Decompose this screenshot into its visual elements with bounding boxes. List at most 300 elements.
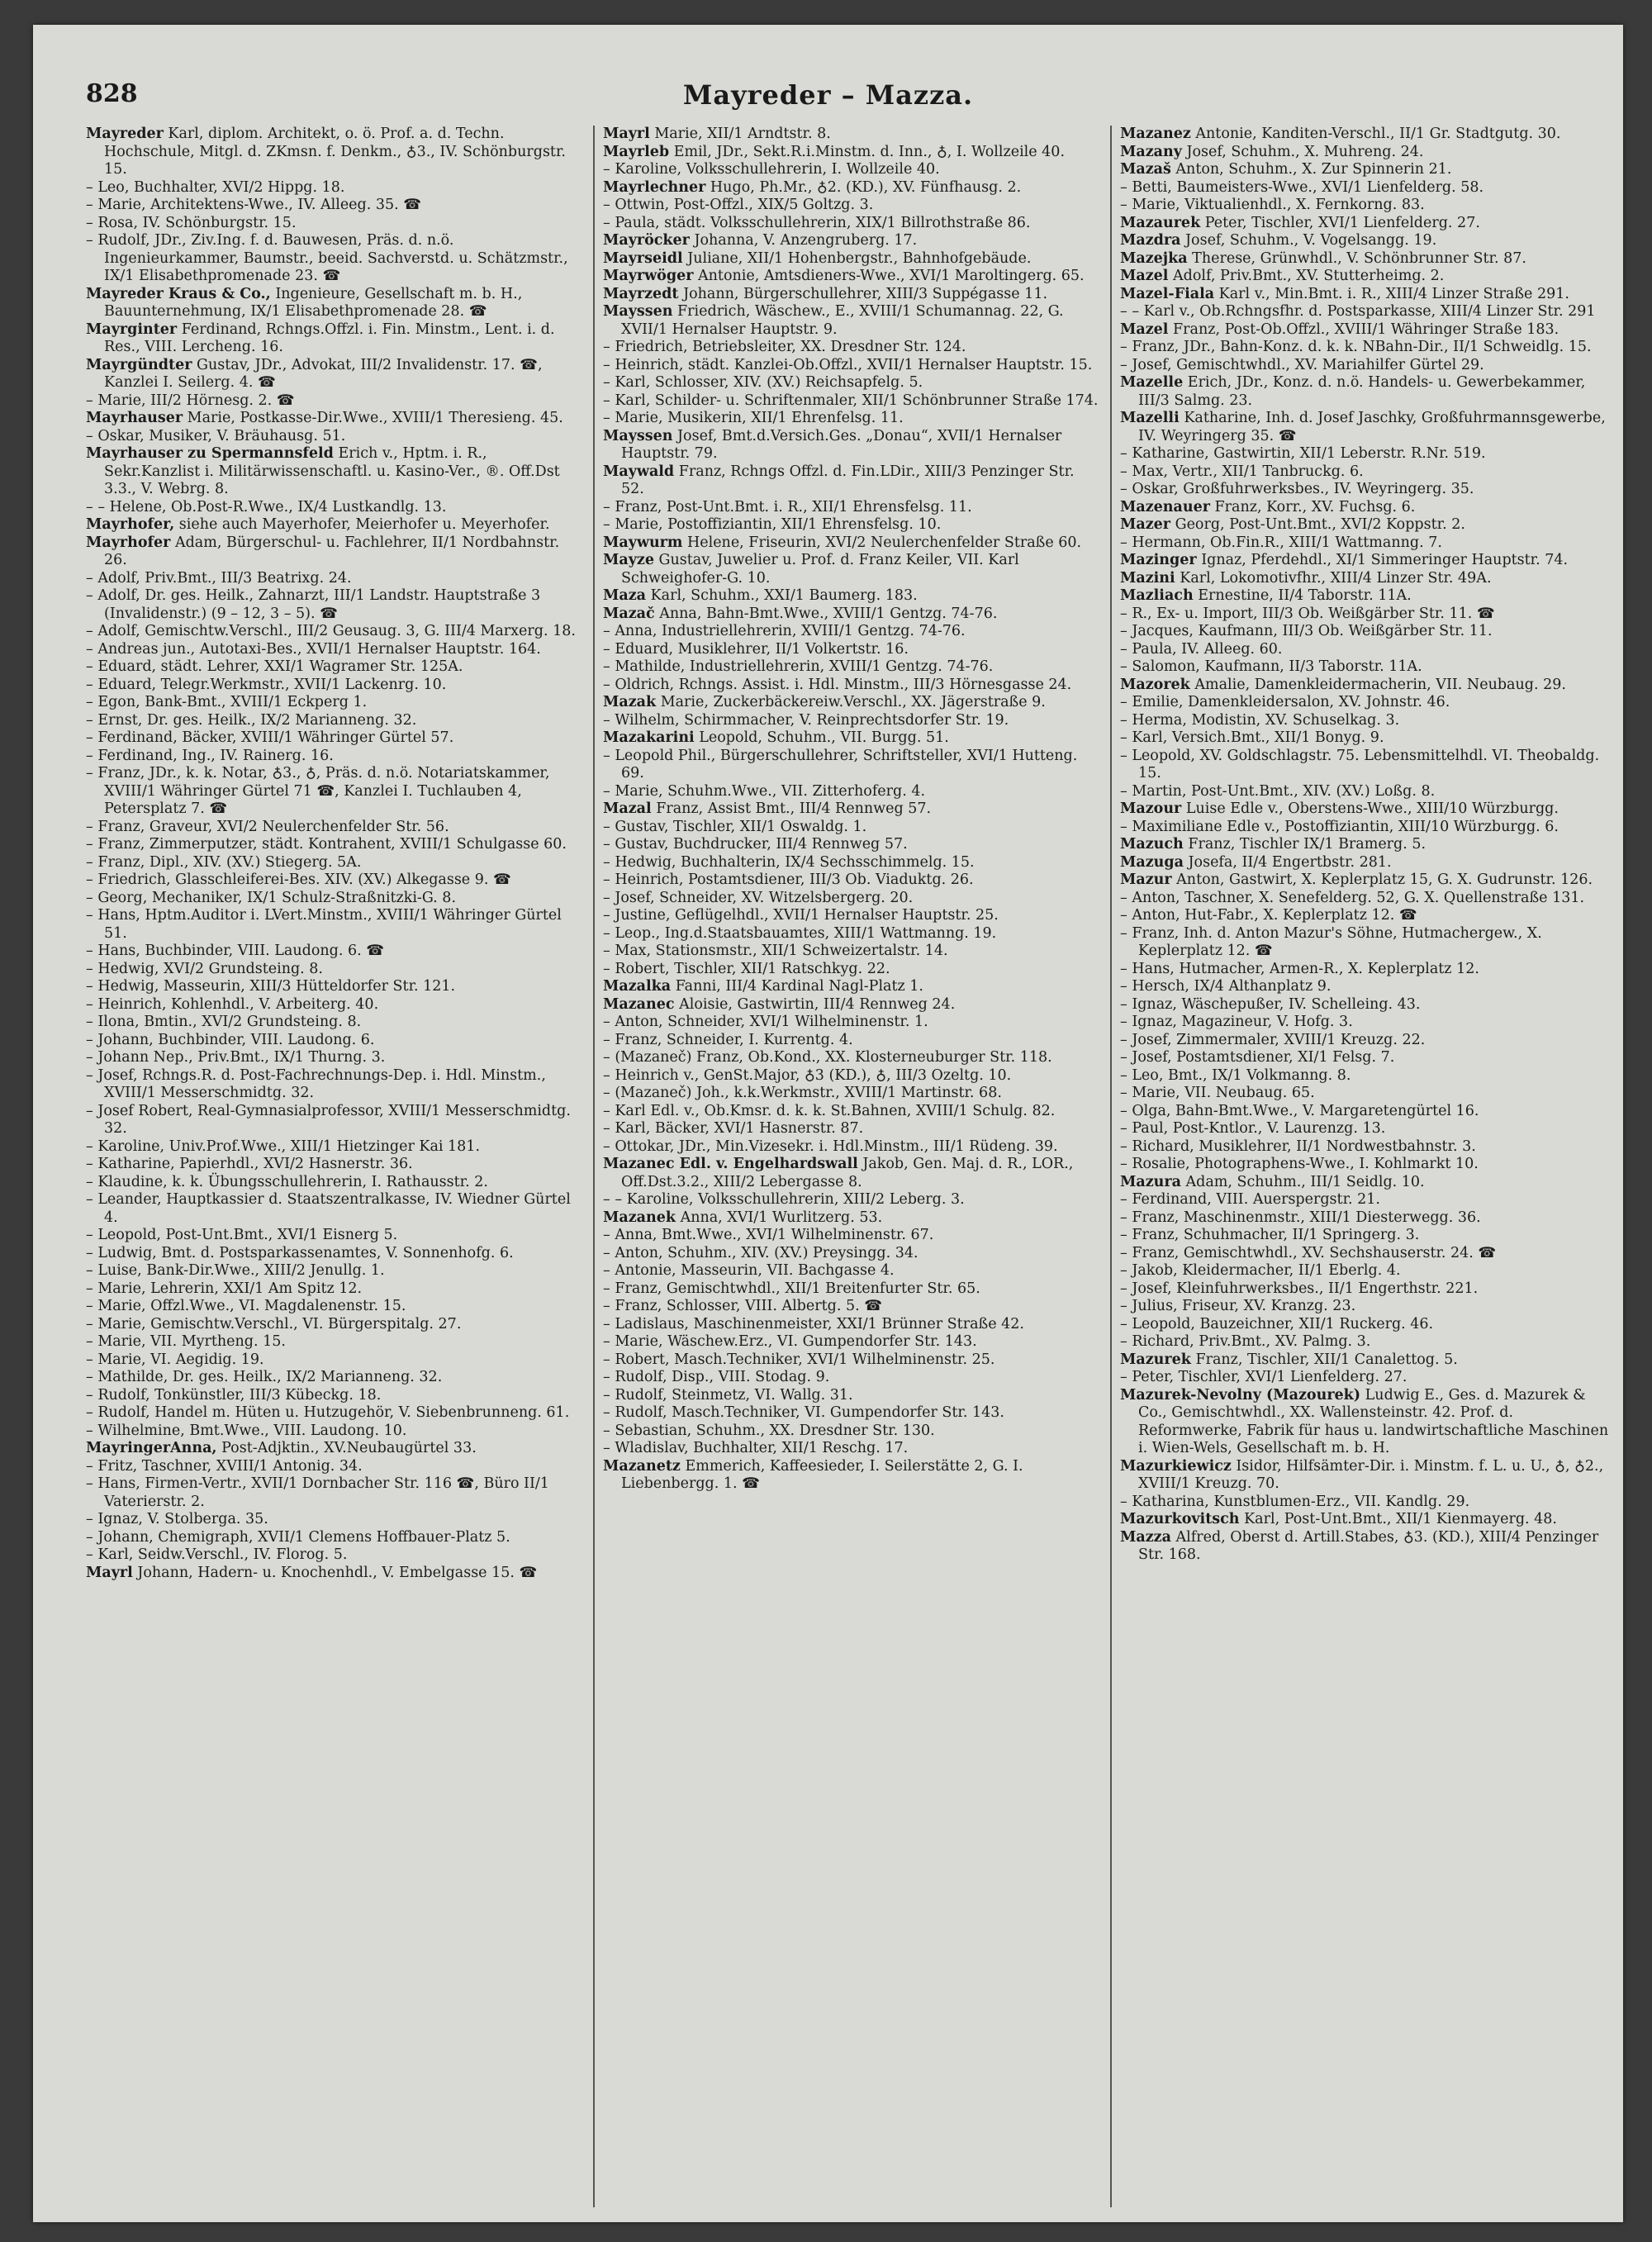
entry-details: Erich, JDr., Konz. d. n.ö. Handels- u. Gewerbekammer, III/3 Salmg. 23. (1138, 374, 1586, 409)
directory-entry (603, 499, 1099, 517)
entry-surname: Mayrleb (603, 143, 670, 160)
directory-entry (86, 1014, 582, 1032)
directory-entry (86, 1032, 582, 1050)
directory-entry (603, 872, 1099, 890)
directory-entry (603, 534, 1099, 553)
directory-entry (603, 1351, 1099, 1370)
directory-entry (603, 286, 1099, 304)
directory-entry (603, 748, 1099, 783)
entry-details: – Eduard, Musiklehrer, II/1 Volkertstr. 16. (603, 640, 909, 658)
directory-entry (86, 677, 582, 695)
page-number: 828 (86, 79, 138, 108)
directory-entry (603, 1369, 1099, 1387)
column-2 (603, 126, 1099, 2207)
entry-details: – Hedwig, Masseurin, XIII/3 Hütteldorfer Str. 121. (86, 978, 456, 995)
directory-entry (1120, 872, 1616, 890)
directory-entry (603, 250, 1099, 268)
entry-details: – Hersch, IX/4 Althanplatz 9. (1120, 978, 1332, 995)
entry-surname: Mazaš (1120, 161, 1171, 178)
entry-surname: Mazany (1120, 143, 1182, 160)
entry-details: – Rudolf, JDr., Ziv.Ing. f. d. Bauwesen, Präs. d. n.ö. Ingenieurkammer, Baumstr., beeid. Sachverstd. u. Schätzmstr., IX/1 Elisabethpromenade 23. ☎ (86, 232, 568, 284)
directory-entry (603, 623, 1099, 641)
directory-entry (1120, 658, 1616, 677)
entry-surname: Mazer (1120, 516, 1171, 533)
directory-entry (603, 819, 1099, 837)
directory-entry (1120, 1138, 1616, 1157)
directory-entry (1120, 339, 1616, 357)
entry-details: – Anna, Bmt.Wwe., XVI/1 Wilhelminenstr. 67. (603, 1227, 934, 1243)
entry-details: – Ludwig, Bmt. d. Postsparkassenamtes, V. Sonnenhofg. 6. (86, 1244, 514, 1261)
entry-details: Helene, Friseurin, XVI/2 Neulerchenfelder Straße 60. (686, 534, 1082, 551)
directory-entry (603, 1245, 1099, 1263)
entry-surname: Mazel (1120, 268, 1169, 284)
entry-surname: Mazour (1120, 800, 1182, 817)
directory-entry (86, 819, 582, 837)
entry-surname: Mayssen (603, 427, 673, 444)
directory-entry (603, 1014, 1099, 1032)
directory-entry (1120, 321, 1616, 340)
directory-entry (1120, 499, 1616, 517)
directory-entry (1120, 641, 1616, 659)
directory-entry (603, 836, 1099, 854)
directory-entry (1120, 144, 1616, 162)
entry-details: Ingenieure, Gesellschaft m. b. H., Bauunternehmung, IX/1 Elisabethpromenade 28. ☎ (104, 285, 523, 320)
directory-entry (86, 765, 582, 819)
directory-entry (1120, 1032, 1616, 1050)
entry-surname: Mazuga (1120, 853, 1184, 871)
directory-entry (1120, 1191, 1616, 1209)
entry-details: Georg, Post-Unt.Bmt., XVI/2 Koppstr. 2. (1175, 516, 1465, 533)
entry-details: – Josef, Zimmermaler, XVIII/1 Kreuzg. 22. (1120, 1031, 1426, 1048)
directory-entry (86, 1369, 582, 1387)
entry-surname: Mazaurek (1120, 214, 1201, 231)
directory-entry (1120, 978, 1616, 996)
entry-details: – Heinrich, Postamtsdiener, III/3 Ob. Viaduktg. 26. (603, 872, 974, 888)
directory-entry (86, 232, 582, 286)
entry-details: Therese, Grünwhdl., V. Schönbrunner Str. 87. (1192, 249, 1526, 267)
directory-entry (603, 996, 1099, 1014)
entry-details: Ludwig E., Ges. d. Mazurek & Co., Gemischtwhdl., XX. Wallensteinstr. 42. Prof. d. Reformwerke, Fabrik für haus u. landwirtschaftliche Maschinen i. Wien-Wels, Gesellschaft m. b. H. (1138, 1386, 1609, 1456)
entry-details: – Rudolf, Disp., VIII. Stodag. 9. (603, 1369, 830, 1385)
directory-entry (86, 1404, 582, 1423)
directory-entry (603, 1067, 1099, 1085)
directory-entry (1120, 552, 1616, 570)
entry-details: – Ferdinand, Ing., IV. Rainerg. 16. (86, 747, 334, 764)
entry-surname: Mazurkiewicz (1120, 1457, 1232, 1475)
directory-entry (603, 1085, 1099, 1103)
entry-details: – Jakob, Kleidermacher, II/1 Eberlg. 4. (1120, 1262, 1401, 1279)
directory-entry (603, 1209, 1099, 1228)
entry-surname: Mazak (603, 694, 657, 710)
directory-entry (1120, 357, 1616, 375)
entry-details: – Paul, Post-Kntlor., V. Laurenzg. 13. (1120, 1120, 1386, 1137)
entry-surname: Mayrzedt (603, 285, 679, 302)
directory-entry (1120, 570, 1616, 588)
entry-surname: Mayrl (603, 126, 650, 142)
directory-entry (1120, 783, 1616, 801)
entry-details: Franz, Assist Bmt., III/4 Rennweg 57. (656, 800, 932, 817)
directory-entry (603, 161, 1099, 179)
directory-entry (1120, 623, 1616, 641)
entry-details: Franz, Rchngs Offzl. d. Fin.LDir., XIII/3 Penzinger Str. 52. (621, 463, 1075, 497)
entry-details: – Josef, Postamtsdiener, XI/1 Felsg. 7. (1120, 1049, 1395, 1066)
entry-details: – Marie, Viktualienhdl., X. Fernkorng. 83. (1120, 197, 1425, 213)
entry-details: – Rudolf, Handel m. Hüten u. Hutzugehör, V. Siebenbrunneng. 61. (86, 1404, 570, 1421)
entry-details: – Katharine, Papierhdl., XVI/2 Hasnerstr. 36. (86, 1156, 413, 1172)
entry-details: – Max, Stationsmstr., XII/1 Schweizertalstr. 14. (603, 943, 948, 959)
entry-details: – Friedrich, Betriebsleiter, XX. Dresdner Str. 124. (603, 339, 966, 355)
directory-entry (603, 303, 1099, 339)
entry-details: Josef, Schuhm., X. Muhreng. 24. (1186, 143, 1424, 160)
directory-entry (86, 1262, 582, 1280)
directory-entry (603, 357, 1099, 375)
entry-surname: Mazalka (603, 978, 672, 995)
entry-details: – Ernst, Dr. ges. Heilk., IX/2 Marianneng. 32. (86, 711, 417, 729)
directory-entry (603, 1103, 1099, 1121)
directory-entry (86, 1351, 582, 1370)
directory-entry (603, 463, 1099, 499)
entry-surname: Mazdra (1120, 232, 1181, 249)
entry-details: Anna, Bahn-Bmt.Wwe., XVIII/1 Gentzg. 74-76. (659, 605, 998, 622)
entry-details: – Katharine, Gastwirtin, XII/1 Leberstr. R.Nr. 519. (1120, 445, 1486, 462)
entry-details: – Marie, Lehrerin, XXI/1 Am Spitz 12. (86, 1280, 363, 1297)
directory-entry (603, 729, 1099, 748)
entry-details: Johann, Bürgerschullehrer, XIII/3 Suppégasse 11. (683, 285, 1048, 302)
directory-entry (1120, 215, 1616, 233)
entry-details: Josef, Bmt.d.Versich.Ges. „Donau“, XVII/1 Hernalser Hauptstr. 79. (621, 427, 1062, 462)
entry-details: – Anton, Hut-Fabr., X. Keplerplatz 12. ☎ (1120, 907, 1417, 924)
directory-entry (86, 907, 582, 943)
entry-details: – Gustav, Buchdrucker, III/4 Rennweg 57. (603, 836, 908, 853)
entry-details: – – Karl v., Ob.Rchngsfhr. d. Postsparkasse, XIII/4 Linzer Str. 291 (1120, 303, 1596, 320)
entry-details: Luise Edle v., Oberstens-Wwe., XIII/10 Würzburgg. (1185, 800, 1559, 817)
entry-details: Ferdinand, Rchngs.Offzl. i. Fin. Minstm., Lent. i. d. Res., VIII. Lercheng. 16. (104, 321, 555, 355)
directory-entry (1120, 854, 1616, 872)
directory-entry (1120, 161, 1616, 179)
entry-details: – Eduard, städt. Lehrer, XXI/1 Wagramer Str. 125A. (86, 658, 463, 675)
directory-entry (603, 1458, 1099, 1494)
entry-details: Aloisie, Gastwirtin, III/4 Rennweg 24. (679, 995, 956, 1013)
running-title: Mayreder – Mazza. (682, 79, 974, 111)
entry-surname: Mazza (1120, 1528, 1171, 1546)
entry-details: Marie, Postkasse-Dir.Wwe., XVIII/1 Theresieng. 45. (187, 410, 563, 426)
entry-details: – Ottwin, Post-Offzl., XIX/5 Goltzg. 3. (603, 197, 874, 213)
entry-details: – Leander, Hauptkassier d. Staatszentralkasse, IV. Wiedner Gürtel 4. (86, 1191, 571, 1226)
directory-entry (86, 748, 582, 766)
entry-surname: Mayssen (603, 303, 673, 320)
directory-entry (86, 872, 582, 890)
entry-details: – Franz, Graveur, XVI/2 Neulerchenfelder Str. 56. (86, 818, 449, 835)
entry-details: – Leo, Buchhalter, XVI/2 Hippg. 18. (86, 178, 345, 196)
entry-details: Adam, Schuhm., III/1 Seidlg. 10. (1185, 1173, 1425, 1190)
entry-surname: Mayrhofer (86, 534, 171, 551)
entry-details: – Heinrich, städt. Kanzlei-Ob.Offzl., XVII/1 Hernalser Hauptstr. 15. (603, 356, 1093, 373)
directory-entry (1120, 463, 1616, 482)
entry-surname: Mazura (1120, 1173, 1181, 1190)
directory-entry (603, 606, 1099, 624)
entry-details: – Marie, VII. Myrtheng. 15. (86, 1333, 286, 1350)
entry-surname: Mayrlechner (603, 178, 706, 196)
directory-entry (86, 286, 582, 321)
directory-entry (86, 570, 582, 588)
entry-details: – Klaudine, k. k. Übungsschullehrerin, I. Rathausstr. 2. (86, 1173, 488, 1190)
directory-entry (1120, 534, 1616, 553)
entry-details: – Marie, Offzl.Wwe., VI. Magdalenenstr. 15. (86, 1298, 406, 1314)
directory-entry (1120, 907, 1616, 925)
directory-entry (603, 978, 1099, 996)
directory-entry (1120, 1120, 1616, 1138)
entry-details: – Rosalie, Photographens-Wwe., I. Kohlmarkt 10. (1120, 1156, 1479, 1172)
directory-entry (603, 1387, 1099, 1405)
entry-details: – Franz, Inh. d. Anton Mazur's Söhne, Hutmachergew., X. Keplerplatz 12. ☎ (1120, 924, 1542, 959)
entry-details: – Maximiliane Edle v., Postoffiziantin, XIII/10 Würzburgg. 6. (1120, 818, 1559, 835)
directory-entry (1120, 748, 1616, 783)
entry-details: Gustav, JDr., Advokat, III/2 Invalidenstr. 17. ☎, Kanzlei I. Seilerg. 4. ☎ (104, 356, 543, 391)
directory-entry (86, 1475, 582, 1511)
entry-details: – Josef, Kleinfuhrwerksbes., II/1 Engerthstr. 221. (1120, 1280, 1479, 1297)
directory-entry (1120, 925, 1616, 961)
directory-entry (1120, 268, 1616, 286)
entry-details: Anton, Schuhm., X. Zur Spinnerin 21. (1175, 161, 1452, 178)
directory-entry (1120, 1387, 1616, 1458)
entry-surname: Mayrwöger (603, 268, 694, 284)
directory-entry (86, 996, 582, 1014)
directory-entry (1120, 1369, 1616, 1387)
entry-details: – Ottokar, JDr., Min.Vizesekr. i. Hdl.Minstm., III/1 Rüdeng. 39. (603, 1138, 1058, 1155)
column-3 (1120, 126, 1616, 2207)
directory-entry (86, 729, 582, 748)
entry-details: – Josef, Rchngs.R. d. Post-Fachrechnungs-Dep. i. Hdl. Minstm., XVIII/1 Messerschmidtg. 32. (86, 1066, 546, 1101)
entry-details: – Wladislav, Buchhalter, XII/1 Reschg. 17. (603, 1440, 909, 1456)
entry-details: – Leop., Ing.d.Staatsbauamtes, XIII/1 Wattmanng. 19. (603, 924, 997, 942)
entry-details: – Marie, Wäschew.Erz., VI. Gumpendorfer Str. 143. (603, 1333, 977, 1350)
entry-details: Franz, Tischler, XII/1 Canalettog. 5. (1195, 1351, 1458, 1368)
directory-entry (86, 623, 582, 641)
entry-surname: Mayze (603, 552, 654, 568)
entry-details: Adam, Bürgerschul- u. Fachlehrer, II/1 Nordbahnstr. 26. (104, 534, 560, 568)
directory-entry (1120, 729, 1616, 748)
entry-details: – Peter, Tischler, XVI/1 Lienfelderg. 27. (1120, 1369, 1408, 1385)
entry-surname: Mayreder (86, 126, 164, 142)
entry-details: Emmerich, Kaffeesieder, I. Seilerstätte 2, G. I. Liebenbergg. 1. ☎ (621, 1457, 1023, 1492)
entry-details: Friedrich, Wäschew., E., XVIII/1 Schumannag. 22, G. XVII/1 Hernalser Hauptstr. 9. (621, 303, 1064, 338)
directory-entry (1120, 1511, 1616, 1529)
directory-entry (603, 1280, 1099, 1299)
entry-details: – Heinrich, Kohlenhdl., V. Arbeiterg. 40. (86, 995, 379, 1013)
directory-entry (603, 1298, 1099, 1316)
entry-details: – Adolf, Priv.Bmt., III/3 Beatrixg. 24. (86, 569, 352, 587)
entry-details: – Karl Edl. v., Ob.Kmsr. d. k. k. St.Bahnen, XVIII/1 Schulg. 82. (603, 1102, 1056, 1119)
entry-details: siehe auch Mayerhofer, Meierhofer u. Meyerhofer. (178, 516, 550, 533)
directory-entry (1120, 587, 1616, 606)
column-1 (86, 126, 582, 2207)
directory-entry (86, 357, 582, 392)
entry-details: Post-Adjktin., XV.Neubaugürtel 33. (221, 1440, 477, 1456)
directory-entry (1120, 232, 1616, 250)
directory-entry (1120, 410, 1616, 445)
directory-entry (1120, 179, 1616, 197)
entry-details: – Karoline, Univ.Prof.Wwe., XIII/1 Hietzinger Kai 181. (86, 1138, 481, 1155)
entry-details: – Salomon, Kaufmann, II/3 Taborstr. 11A. (1120, 658, 1422, 675)
page-header (33, 25, 1623, 111)
entry-details: – Ignaz, Wäschepußer, IV. Schelleing. 43. (1120, 995, 1421, 1013)
entry-details: – Ferdinand, Bäcker, XVIII/1 Währinger Gürtel 57. (86, 729, 454, 746)
entry-details: – Anton, Schneider, XVI/1 Wilhelminenstr. 1. (603, 1014, 928, 1030)
entry-surname: Mazliach (1120, 587, 1194, 604)
directory-entry (603, 232, 1099, 250)
directory-entry (603, 126, 1099, 144)
directory-entry (1120, 677, 1616, 695)
entry-details: – Karl, Versich.Bmt., XII/1 Bonyg. 9. (1120, 729, 1384, 746)
entry-details: – Hedwig, XVI/2 Grundsteing. 8. (86, 960, 323, 977)
entry-details: – Anton, Taschner, X. Senefelderg. 52, G. X. Quellenstraße 131. (1120, 889, 1585, 906)
entry-details: Katharine, Inh. d. Josef Jaschky, Großfuhrmannsgewerbe, IV. Weyringerg 35. ☎ (1138, 410, 1606, 444)
entry-surname: Mazenauer (1120, 498, 1210, 515)
entry-surname: Mayrseidl (603, 249, 683, 267)
entry-details: – Betti, Baumeisters-Wwe., XVI/1 Lienfelderg. 58. (1120, 178, 1484, 196)
entry-details: – Franz, Zimmerputzer, städt. Kontrahent, XVIII/1 Schulgasse 60. (86, 836, 567, 853)
entry-details: – Marie, Schuhm.Wwe., VII. Zitterhoferg. 4. (603, 782, 926, 800)
directory-entry (603, 1120, 1099, 1138)
directory-entry (86, 1280, 582, 1299)
entry-details: – Johann, Buchbinder, VIII. Laudong. 6. (86, 1031, 375, 1048)
entry-surname: Mazurek-Nevolny (Mazourek) (1120, 1386, 1361, 1404)
entry-details: – Johann, Chemigraph, XVII/1 Clemens Hoffbauer-Platz 5. (86, 1528, 510, 1546)
entry-details: – Franz, Gemischtwhdl., XII/1 Breitenfurter Str. 65. (603, 1280, 980, 1297)
entry-surname: Mazelle (1120, 374, 1184, 391)
directory-entry (603, 268, 1099, 286)
entry-details: – Heinrich v., GenSt.Major, ♁3 (KD.), ♁, III/3 Ozeltg. 10. (603, 1066, 1012, 1084)
entry-details: – Mathilde, Dr. ges. Heilk., IX/2 Marianneng. 32. (86, 1369, 443, 1385)
entry-details: – Antonie, Masseurin, VII. Bachgasse 4. (603, 1262, 895, 1279)
directory-entry (603, 641, 1099, 659)
directory-entry (1120, 374, 1616, 410)
entry-details: – Martin, Post-Unt.Bmt., XIV. (XV.) Loßg. 8. (1120, 782, 1436, 800)
directory-entry (1120, 1333, 1616, 1351)
entry-details: – Johann Nep., Priv.Bmt., IX/1 Thurng. 3. (86, 1049, 386, 1066)
directory-entry (86, 587, 582, 623)
directory-entry (1120, 1174, 1616, 1192)
directory-entry (1120, 1351, 1616, 1370)
entry-details: Alfred, Oberst d. Artill.Stabes, ♁3. (KD.), XIII/4 Penzinger Str. 168. (1138, 1528, 1599, 1563)
directory-entry (603, 1440, 1099, 1458)
directory-entry (86, 1440, 582, 1458)
entry-surname: Mazini (1120, 569, 1175, 587)
entry-details: – Franz, Post-Unt.Bmt. i. R., XII/1 Ehrensfelsg. 11. (603, 498, 972, 515)
entry-surname: Mazur (1120, 872, 1172, 888)
directory-entry (1120, 1014, 1616, 1032)
entry-surname: Maywurm (603, 534, 683, 551)
directory-entry (1120, 1529, 1616, 1565)
entry-details: – Marie, Gemischtw.Verschl., VI. Bürgerspitalg. 27. (86, 1315, 462, 1332)
entry-details: – Franz, Dipl., XIV. (XV.) Stiegerg. 5A. (86, 853, 362, 871)
entry-surname: Mayrginter (86, 321, 178, 338)
directory-entry (1120, 126, 1616, 144)
entry-surname: Mayrgündter (86, 356, 192, 373)
entry-details: – Hans, Firmen-Vertr., XVII/1 Dornbacher Str. 116 ☎, Büro II/1 Vaterierstr. 2. (86, 1475, 549, 1510)
entry-details: – Karl, Schilder- u. Schriftenmaler, XII/1 Schönbrunner Straße 174. (603, 392, 1099, 409)
directory-entry (86, 428, 582, 446)
entry-details: – Ferdinand, VIII. Auerspergstr. 21. (1120, 1191, 1380, 1208)
entry-details: – Fritz, Taschner, XVIII/1 Antonig. 34. (86, 1457, 363, 1475)
directory-entry (1120, 303, 1616, 321)
directory-entry (86, 445, 582, 499)
directory-entry (603, 1404, 1099, 1423)
directory-entry (86, 890, 582, 908)
directory-entry (1120, 1103, 1616, 1121)
entry-details: – Wilhelm, Schirmmacher, V. Reinprechtsdorfer Str. 19. (603, 711, 1009, 729)
directory-entry (86, 978, 582, 996)
entry-surname: Mazurek (1120, 1351, 1191, 1368)
directory-entry (86, 1156, 582, 1174)
directory-entry (603, 800, 1099, 819)
entry-details: – Leopold, Post-Unt.Bmt., XVI/1 Eisnerg 5. (86, 1227, 398, 1243)
directory-entry (86, 694, 582, 712)
directory-entry (603, 552, 1099, 587)
entry-details: – Julius, Friseur, XV. Kranzg. 23. (1120, 1298, 1356, 1314)
directory-entry (86, 321, 582, 357)
directory-entry (86, 1067, 582, 1103)
entry-details: – Jacques, Kaufmann, III/3 Ob. Weißgärber Str. 11. (1120, 623, 1493, 639)
entry-details: – Karoline, Volksschullehrerin, I. Wollzeile 40. (603, 161, 940, 178)
directory-entry (603, 179, 1099, 197)
entry-details: – Josef, Gemischtwhdl., XV. Mariahilfer Gürtel 29. (1120, 356, 1484, 373)
entry-details: – Franz, Gemischtwhdl., XV. Sechshauserstr. 24. ☎ (1120, 1244, 1497, 1261)
entry-details: – Max, Vertr., XII/1 Tanbruckg. 6. (1120, 463, 1364, 480)
entry-details: – Josef Robert, Real-Gymnasialprofessor, XVIII/1 Messerschmidtg. 32. (86, 1102, 571, 1137)
directory-entry (86, 197, 582, 215)
entry-details: – Ignaz, Magazineur, V. Hofg. 3. (1120, 1014, 1353, 1030)
entry-details: Karl, Post-Unt.Bmt., XII/1 Kienmayerg. 48. (1244, 1511, 1557, 1527)
entry-details: – Hedwig, Buchhalterin, IX/4 Sechsschimmelg. 15. (603, 853, 975, 871)
entry-surname: Mazel (1120, 321, 1169, 338)
entry-details: Gustav, Juwelier u. Prof. d. Franz Keiler, VII. Karl Schweighofer-G. 10. (621, 552, 1019, 587)
entry-details: – Georg, Mechaniker, IX/1 Schulz-Straßnitzki-G. 8. (86, 889, 457, 906)
entry-details: Franz, Korr., XV. Fuchsg. 6. (1214, 498, 1416, 515)
entry-details: – Adolf, Gemischtw.Verschl., III/2 Geusaug. 3, G. III/4 Marxerg. 18. (86, 623, 576, 639)
entry-surname: Mayrhauser (86, 410, 183, 426)
directory-entry (86, 1245, 582, 1263)
entry-details: Jakob, Gen. Maj. d. R., LOR., Off.Dst.3.2., XIII/2 Lebergasse 8. (621, 1156, 1074, 1190)
directory-entry (1120, 712, 1616, 730)
entry-details: – Hans, Buchbinder, VIII. Laudong. 6. ☎ (86, 943, 385, 959)
entry-details: Johanna, V. Anzengruberg. 17. (694, 232, 918, 249)
entry-details: – Ilona, Bmtin., XVI/2 Grundsteing. 8. (86, 1014, 362, 1030)
entry-surname: Mazanec (603, 995, 675, 1013)
entry-details: – Richard, Musiklehrer, II/1 Nordwestbahnstr. 3. (1120, 1138, 1476, 1155)
directory-entry (603, 1262, 1099, 1280)
directory-entry (1120, 1209, 1616, 1228)
entry-details: – Justine, Geflügelhdl., XVII/1 Hernalser Hauptstr. 25. (603, 907, 999, 924)
directory-entry (86, 1387, 582, 1405)
directory-entry (603, 1138, 1099, 1157)
entry-details: – Anton, Schuhm., XIV. (XV.) Preysingg. 34. (603, 1244, 919, 1261)
entry-surname: Mayrhauser zu Spermannsfeld (86, 445, 334, 462)
directory-entry (603, 925, 1099, 943)
entry-details: – Franz, Maschinenmstr., XIII/1 Diesterwegg. 36. (1120, 1209, 1481, 1226)
entry-details: – (Mazaneč) Joh., k.k.Werkmstr., XVIII/1 Martinstr. 68. (603, 1085, 1002, 1101)
entry-surname: Mazuch (1120, 836, 1184, 853)
entry-surname: Maza (603, 587, 646, 604)
entry-details: – Rudolf, Tonkünstler, III/3 Kübeckg. 18. (86, 1386, 382, 1404)
entry-details: Karl v., Min.Bmt. i. R., XIII/4 Linzer Straße 291. (1218, 285, 1569, 302)
directory-page (33, 25, 1623, 2222)
directory-entry (86, 1458, 582, 1476)
directory-entry (86, 1049, 582, 1067)
directory-entry (86, 499, 582, 517)
directory-entry (86, 1103, 582, 1138)
entry-details: – Josef, Schneider, XV. Witzelsbergerg. 20. (603, 889, 914, 906)
